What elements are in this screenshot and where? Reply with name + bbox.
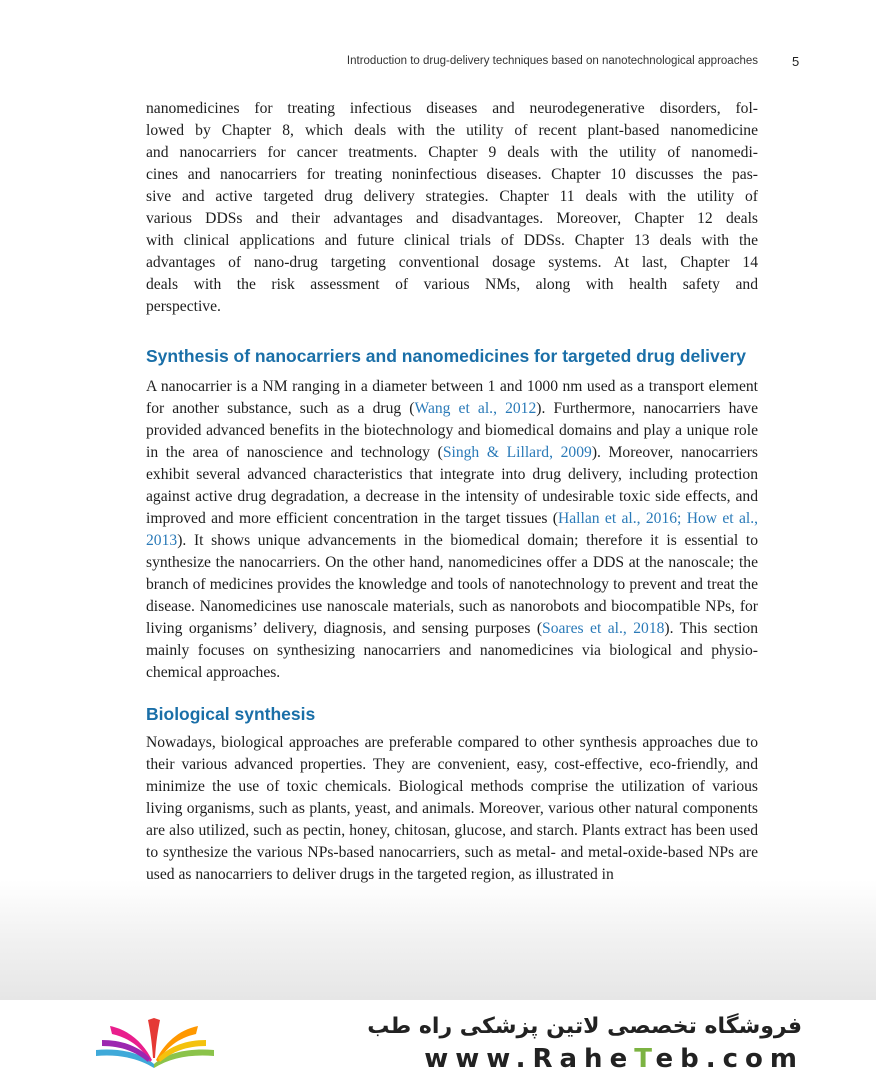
body-text: ). Moreover, nanocarriers exhibit several advanced characteristics that integrate into drug delivery, including protection against active drug degradation, a decrease in the intensity of undesirable toxic side effects, and improved and more efficient concentration in the target tissues ( xyxy=(146,444,759,527)
intro-line: cines and nanocarriers for treating noninfectious diseases. Chapter 10 discusses the pas- xyxy=(146,166,758,183)
url-suffix: eb.com xyxy=(655,1044,804,1074)
section-heading-biological: Biological synthesis xyxy=(146,704,316,724)
url-prefix: www.Rahe xyxy=(424,1044,635,1074)
body-text: ). Furthermore, nanocarriers have provided advanced benefits in the biotechnology and biomedical domains and play a unique role in the area of nanoscience and technology ( xyxy=(146,400,759,461)
body-text: A nanocarrier is a NM ranging in a diameter between 1 and 1000 nm used as a transport element for another substance, such as a drug ( xyxy=(146,378,758,417)
store-url xyxy=(424,1044,804,1074)
store-name: فروشگاه تخصصی لاتین پزشکی راه طب xyxy=(367,1014,802,1039)
citation-link[interactable]: Hallan et al., 2016; How et al., 2013 xyxy=(146,510,758,549)
page-body xyxy=(146,98,758,886)
intro-line: with clinical applications and future clinical trials of DDSs. Chapter 13 deals with the xyxy=(146,232,758,249)
intro-line: nanomedicines for treating infectious diseases and neurodegenerative disorders, fol- xyxy=(146,100,758,117)
intro-line: perspective. xyxy=(146,298,221,315)
body-text: ). This section mainly focuses on synthesizing nanocarriers and nanomedicines via biological and physiochemical approaches. xyxy=(146,620,759,681)
section-heading-synthesis: Synthesis of nanocarriers and nanomedicines for targeted drug delivery xyxy=(146,346,747,366)
citation-link[interactable]: Soares et al., 2018 xyxy=(542,620,665,637)
intro-line: sive and active targeted drug delivery strategies. Chapter 11 deals with the utility of xyxy=(146,188,758,205)
running-head: Introduction to drug-delivery techniques based on nanotechnological approaches xyxy=(346,55,758,67)
body-text: ). It shows unique advancements in the biomedical domain; therefore it is essential to synthesize the nanocarriers. On the other hand, nanomedicines offer a DDS at the nanoscale; the branch of medicines provides the knowledge and tools of nanotechnology to prevent and treat the disease. Nanomedicines use nanoscale materials, such as nanorobots and biocompatible NPs, for living organisms’ delivery, diagnosis, and sensing purposes ( xyxy=(146,532,758,637)
intro-line: deals with the risk assessment of various NMs, along with health safety and xyxy=(146,276,758,293)
watermark-banner xyxy=(0,1000,876,1080)
intro-paragraph xyxy=(146,98,758,318)
intro-line: advantages of nano-drug targeting conventional dosage systems. At last, Chapter 14 xyxy=(146,254,758,271)
synthesis-paragraph xyxy=(146,376,758,684)
intro-line: lowed by Chapter 8, which deals with the utility of recent plant-based nanomedicine xyxy=(146,122,758,139)
page-number: 5 xyxy=(792,54,800,69)
url-accent-letter: T xyxy=(634,1044,656,1074)
intro-line: and nanocarriers for cancer treatments. Chapter 9 deals with the utility of nanomedi- xyxy=(146,144,758,161)
open-book-logo-icon xyxy=(90,1008,220,1072)
citation-link[interactable]: Wang et al., 2012 xyxy=(414,400,537,417)
biological-paragraph: Nowadays, biological approaches are preferable compared to other synthesis approaches due to their various advanced properties. They are convenient, easy, cost-effective, eco-friendly, and minimize the use of toxic chemicals. Biological methods comprise the utilization of various living organisms, such as plants, yeast, and animals. Moreover, various other natural components are also utilized, such as pectin, honey, chitosan, glucose, and starch. Plants extract has been used to synthesize the various NPs-based nanocarriers, such as metal- and metal-oxide-based NPs are used as nanocarriers to deliver drugs in the targeted region, as illustrated in xyxy=(146,734,758,883)
citation-link[interactable]: Singh & Lillard, 2009 xyxy=(442,444,592,461)
intro-line: various DDSs and their advantages and disadvantages. Moreover, Chapter 12 deals xyxy=(146,210,758,227)
